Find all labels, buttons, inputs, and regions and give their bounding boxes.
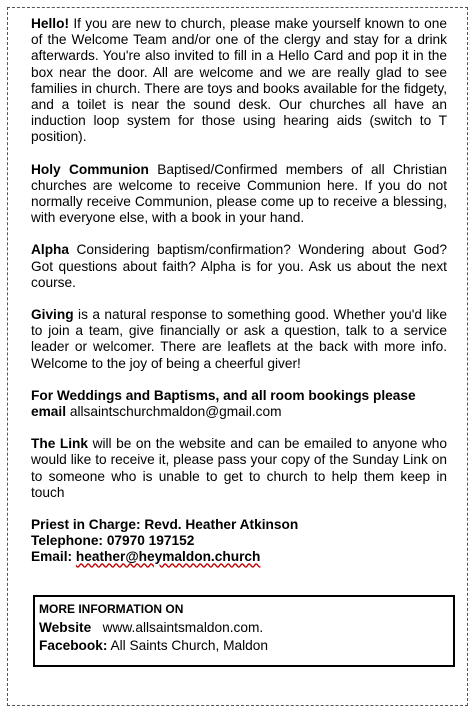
telephone-line [31, 533, 447, 549]
website-line [39, 619, 449, 637]
alpha-paragraph [31, 242, 447, 291]
telephone-number[interactable]: 07970 197152 [106, 533, 195, 549]
welcome-text: If you are new to church, please make yourself known to one of the Welcome Team and/or one of the clergy and stay for a drink afterwards. You're also invited to fill in a Hello Card and pop it in the box near the door. All are welcome and we are really glad to see families in church. There are toys and books available for the fidgety, and a toilet is near the sound desk. Our churches all have an induction loop system for those using hearing aids (switch to T position). [31, 16, 447, 145]
bookings-heading: For Weddings and Baptisms, and all room bookings please email [31, 387, 416, 420]
giving-text: is a natural response to something good. Whether you'd like to join a team, give financially or ask a question, talk to a service leader or welcomer. There are leaflets at the back with more info. Welcome to the joy of being a cheerful giver! [31, 307, 447, 371]
email-label: Email: [31, 549, 73, 565]
giving-paragraph [31, 307, 447, 372]
communion-text: Baptised/Confirmed members of all Christian churches are welcome to receive Communion here. If you do not normally receive Communion, please come up to receive a blessing, with everyone else, with a book in your hand. [31, 161, 448, 226]
facebook-link[interactable]: All Saints Church, Maldon [110, 638, 268, 653]
link-text: will be on the website and can be emailed to anyone who would like to receive it, please pass your copy of the Sunday Link on to someone who is unable to get to church to help them keep in touch [31, 436, 448, 500]
telephone-label: Telephone: [31, 533, 103, 549]
more-info-box [33, 595, 455, 667]
facebook-line [39, 637, 449, 655]
bookings-paragraph [31, 388, 447, 420]
link-heading: The Link [31, 436, 89, 452]
more-info-heading: MORE INFORMATION ON [39, 602, 184, 616]
priest-email-link[interactable]: heather@heymaldon.church [75, 549, 261, 565]
alpha-heading: Alpha [31, 242, 70, 258]
email-line [31, 549, 447, 565]
communion-heading: Holy Communion [31, 161, 149, 177]
priest-line: Priest in Charge: Revd. Heather Atkinson [31, 517, 299, 533]
bookings-email[interactable]: allsaintschurchmaldon@gmail.com [69, 404, 282, 420]
alpha-text: Considering baptism/confirmation? Wondering about God? Got questions about faith? Alpha is for you. Ask us about the next course. [31, 242, 447, 290]
welcome-heading: Hello! [31, 16, 70, 31]
giving-heading: Giving [31, 307, 74, 323]
welcome-paragraph [31, 16, 447, 146]
website-label: Website [39, 620, 92, 635]
facebook-label: Facebook: [39, 638, 108, 653]
notice-content [31, 16, 447, 566]
website-link[interactable]: www.allsaintsmaldon.com. [102, 620, 264, 635]
communion-paragraph [31, 162, 447, 227]
link-paragraph [31, 436, 447, 501]
